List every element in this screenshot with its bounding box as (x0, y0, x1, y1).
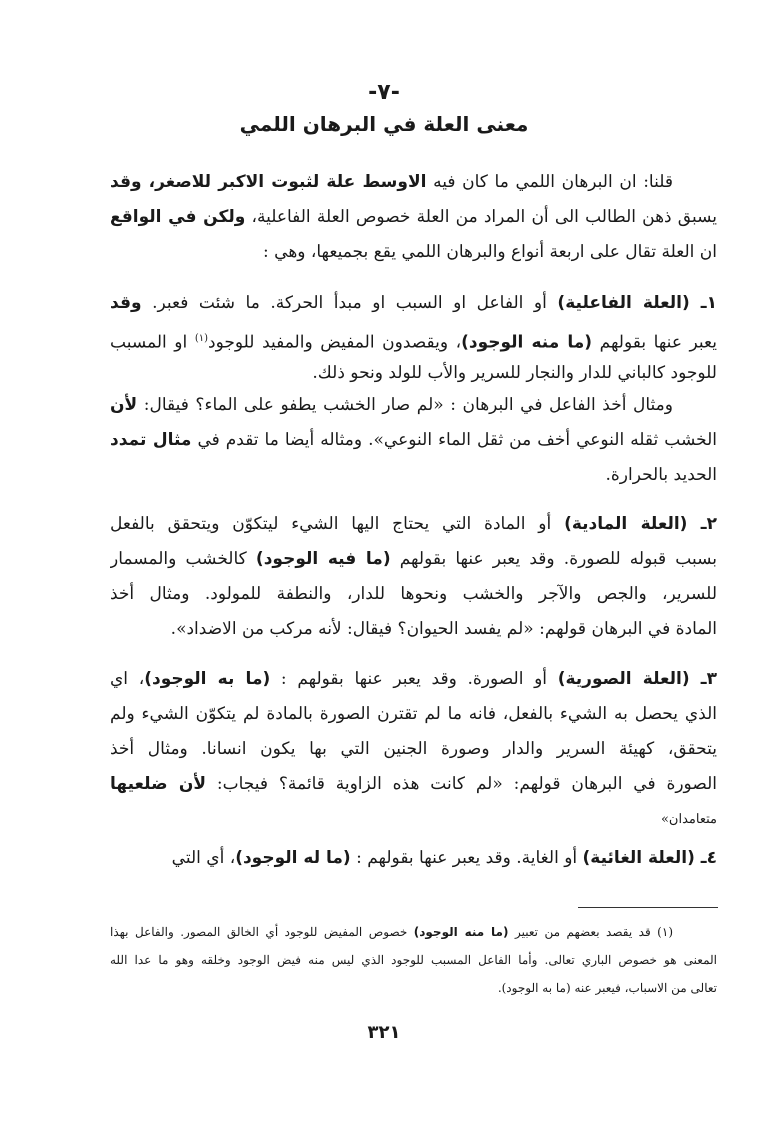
text-span: الحديد بالحرارة. (605, 465, 717, 485)
bold-text: ٢ـ (العلة المادية) (564, 514, 717, 534)
text-span: أو الصورة. وقد يعبر عنها بقولهم : (270, 669, 558, 689)
text-span: (١) قد يقصد بعضهم من تعبير (508, 925, 673, 939)
text-span: تعالى من الاسباب، فيعبر عنه (ما به الوجود). (497, 981, 717, 995)
chapter-title: معنى العلة في البرهان اللمي (239, 112, 529, 136)
bold-text: ولكن في الواقع (110, 207, 246, 227)
text-span: ، أي التي (171, 848, 236, 868)
text-line (110, 732, 717, 767)
bold-text: الاوسط علة لثبوت الاكبر للاصغر، وقد (110, 172, 427, 192)
text-line (110, 507, 717, 542)
paragraph-efficient-cause (110, 286, 717, 391)
text-line (110, 612, 717, 647)
footnote-line (110, 918, 717, 946)
bold-text: (ما فيه الوجود) (255, 549, 391, 569)
footnote (110, 918, 717, 1002)
text-line (110, 423, 717, 458)
text-span: أو الفاعل او السبب او مبدأ الحركة. ما شئت فعبر. (141, 293, 558, 313)
text-span: المادة في البرهان قولهم: «لم يفسد الحيوان؟ فيقال: لأنه مركب من الاضداد». (170, 619, 717, 639)
text-line (110, 235, 717, 270)
bold-text: (ما به الوجود) (144, 669, 271, 689)
text-line (110, 388, 717, 423)
paragraph-final-cause (110, 841, 717, 876)
bold-text: ٤ـ (العلة الغائية) (582, 848, 717, 868)
paragraph-material-cause (110, 507, 717, 647)
bold-text: مثال تمدد (110, 430, 192, 450)
text-line (110, 802, 717, 837)
chapter-number: -٧- (368, 80, 400, 105)
text-span: خصوص المفيض للوجود أي الخالق المصور. والفاعل بهذا (110, 925, 414, 939)
bold-text: (ما منه الوجود) (413, 925, 509, 939)
text-span: ، ويقصدون المفيض والمفيد للوجود (208, 332, 462, 353)
text-span: ان العلة تقال على اربعة أنواع والبرهان اللمي يقع بجميعها، وهي : (263, 242, 717, 262)
text-line (110, 767, 717, 802)
text-line (110, 458, 717, 493)
text-span: أو المادة التي يحتاج اليها الشيء ليتكوّن ويتحقق بالفعل (110, 514, 565, 534)
text-span: قلنا: ان البرهان اللمي ما كان فيه (426, 172, 673, 192)
text-line (110, 165, 717, 200)
footnote-line (110, 946, 717, 974)
text-line (110, 841, 717, 876)
paragraph-formal-cause (110, 662, 717, 837)
bold-text: ٣ـ (العلة الصورية) (557, 669, 717, 689)
text-span: الذي يحصل به الشيء بالفعل، فانه ما لم تقترن الصورة بالمادة لم يتكوّن الشيء ولم (110, 704, 717, 724)
text-span: الصورة في البرهان قولهم: «لم كانت هذه الزاوية قائمة؟ فيجاب: (206, 774, 717, 794)
bold-text: ١ـ (العلة الفاعلية) (557, 293, 717, 313)
text-span: الخشب ثقله النوعي أخف من ثقل الماء النوعي». ومثاله أيضا ما تقدم في (191, 430, 717, 450)
bold-text: لأن ضلعيها (110, 774, 207, 794)
footnote-reference[interactable]: (١) (194, 333, 209, 344)
text-line (110, 356, 717, 391)
footnote-line (110, 974, 717, 1002)
text-line (110, 662, 717, 697)
text-line (110, 542, 717, 577)
text-span: يتحقق، كهيئة السرير والدار وصورة الجنين التي بها يكون انسانا. ومثال أخذ (110, 739, 717, 759)
intro-paragraph (110, 165, 717, 270)
text-span: يسبق ذهن الطالب الى أن المراد من العلة خصوص العلة الفاعلية، (245, 207, 717, 227)
text-span: ومثال أخذ الفاعل في البرهان : «لم صار الخشب يطفو على الماء؟ فيقال: (137, 395, 673, 415)
text-span: يعبر عنها بقولهم (592, 332, 717, 353)
text-line (110, 321, 717, 356)
text-span: المعنى هو خصوص الباري تعالى. وأما الفاعل المسبب للوجود الذي ليس منه فيض الوجود وخلقه وهو ما عدا الله (110, 953, 717, 967)
bold-text: (ما له الوجود) (235, 848, 351, 868)
paragraph-efficient-example (110, 388, 717, 493)
text-span: كالخشب والمسمار (110, 549, 256, 569)
bold-text: (ما منه الوجود) (461, 332, 593, 353)
text-span: متعامدان» (660, 812, 717, 827)
text-span: أو الغاية. وقد يعبر عنها بقولهم : (350, 848, 583, 868)
bold-text: وقد (110, 293, 142, 313)
page-number: ٣٢١ (367, 1022, 401, 1043)
text-span: بسبب قبوله للصورة. وقد يعبر عنها بقولهم (390, 549, 717, 569)
text-line (110, 286, 717, 321)
text-line (110, 577, 717, 612)
text-line (110, 697, 717, 732)
text-line (110, 200, 717, 235)
text-span: للوجود كالباني للدار والنجار للسرير والأب للولد ونحو ذلك. (312, 363, 717, 383)
text-span: ، اي (110, 669, 145, 689)
footnote-divider (578, 907, 718, 908)
bold-text: لأن (110, 395, 138, 415)
text-span: للسرير، والجص والآجر والخشب ونحوها للدار، والنطفة للمولود. ومثال أخذ (110, 584, 717, 604)
text-span: او المسبب (110, 332, 195, 353)
